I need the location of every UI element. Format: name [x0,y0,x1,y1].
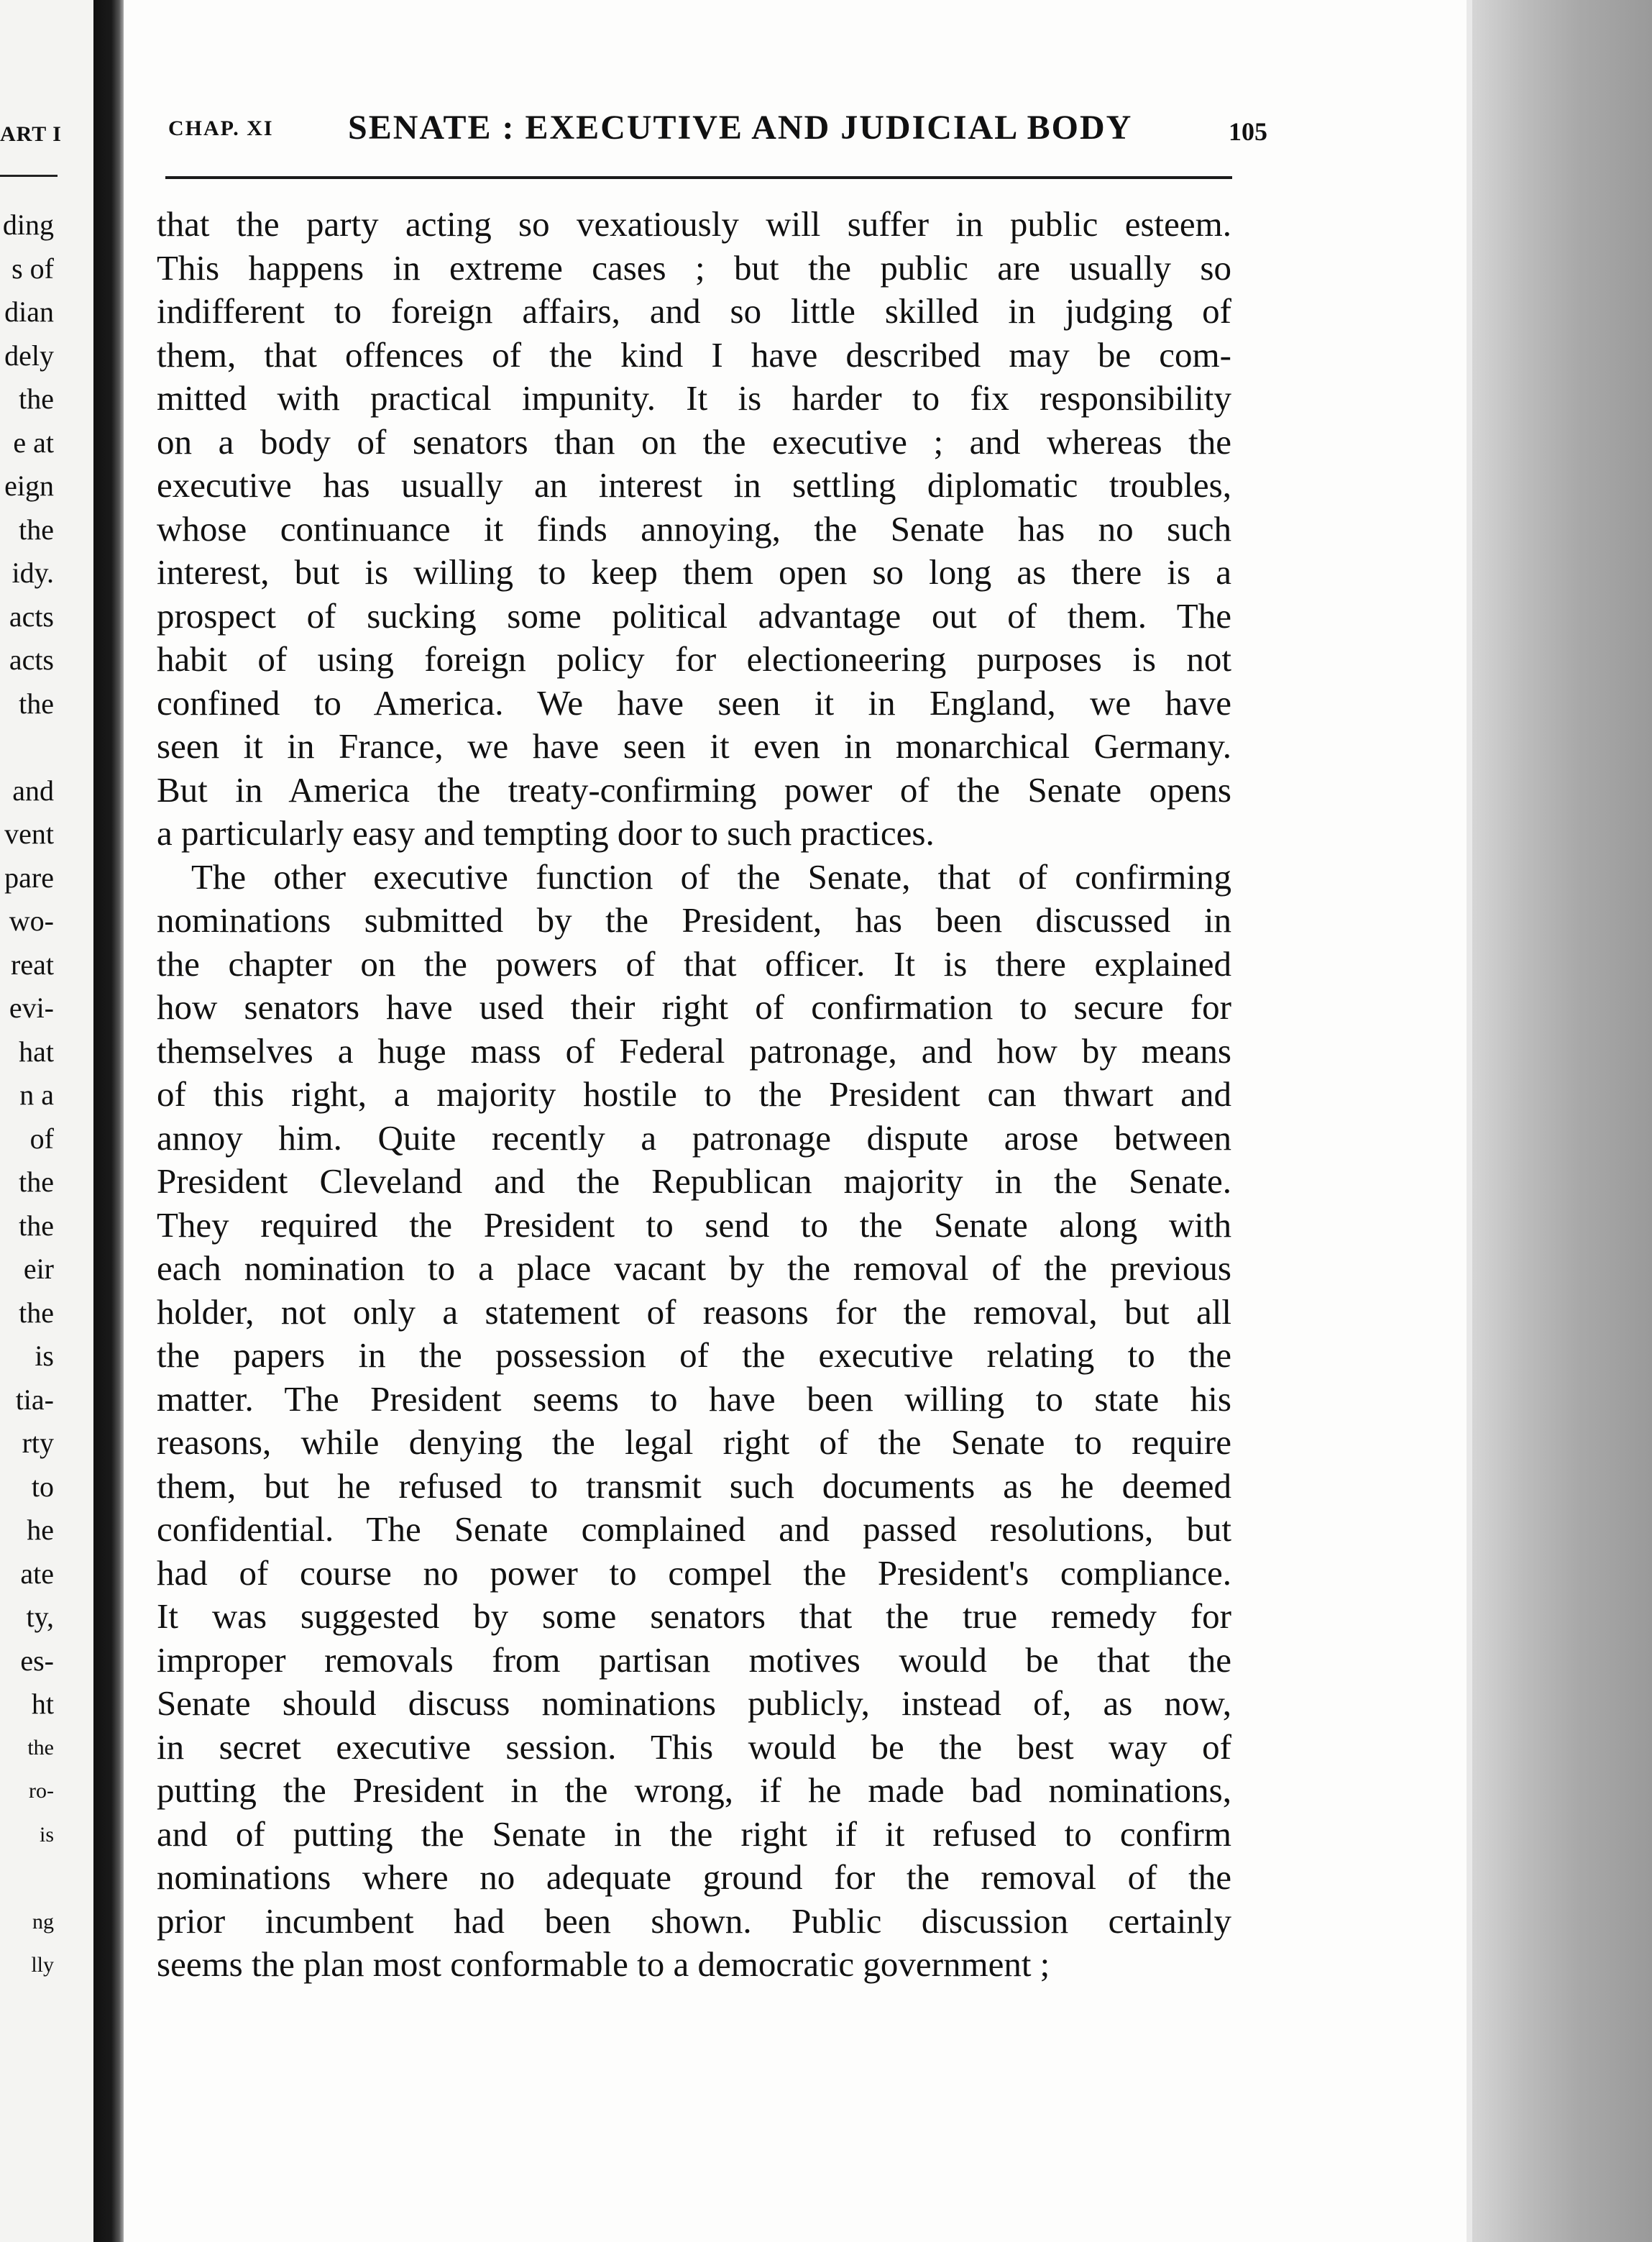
text-line: improper removals from partisan motives would be that the [157,1639,1231,1680]
previous-page-line: evi- [9,992,54,1024]
previous-page-line: vent [4,818,54,850]
text-line: nominations where no adequate ground for the removal of the [157,1857,1231,1897]
text-line: nominations submitted by the President, has been discussed in [157,900,1231,940]
page-number: 105 [1229,117,1267,146]
book-page [124,0,1467,2242]
text-line: confidential. The Senate complained and passed resolutions, but [157,1509,1231,1549]
previous-page-line: the [19,1166,54,1198]
text-line: habit of using foreign policy for electioneering purposes is not [157,639,1231,679]
body-text [157,203,1231,1987]
previous-page-line: s of [12,252,54,285]
header-rule [165,176,1232,179]
book-gutter [93,0,124,2242]
text-line: each nomination to a place vacant by the removal of the previous [157,1248,1231,1288]
previous-page-edge [0,0,93,2242]
text-line: had of course no power to compel the President's compliance. [157,1552,1231,1593]
previous-page-line: dely [4,339,54,372]
previous-page-line: ding [2,209,54,241]
previous-page-line [0,1857,54,1900]
previous-page-line: lly [31,1953,54,1977]
previous-page-line: idy. [12,557,54,589]
previous-page-line: the [19,383,54,415]
previous-page-line: the [19,1209,54,1242]
previous-page-line: eir [23,1253,54,1285]
text-line: how senators have used their right of confirmation to secure for [157,987,1231,1027]
text-line: This happens in extreme cases ; but the public are usually so [157,247,1231,288]
text-line: executive has usually an interest in settling diplomatic troubles, [157,465,1231,505]
previous-page-line: is [39,1822,54,1847]
text-line: that the party acting so vexatiously will suffer in public esteem. [157,204,1231,244]
text-line: putting the President in the wrong, if he made bad nominations, [157,1770,1231,1810]
previous-page-line: ate [20,1557,54,1590]
text-line: of this right, a majority hostile to the President can thwart and [157,1074,1231,1114]
text-line: prospect of sucking some political advantage out of them. The [157,595,1231,636]
previous-page-line: the [19,1296,54,1329]
previous-page-running-head: ART I [0,122,62,146]
text-line: President Cleveland and the Republican majority in the Senate. [157,1161,1231,1201]
previous-page-line: is [35,1340,54,1372]
text-line: the chapter on the powers of that officer. It is there explained [157,943,1231,984]
text-line: reasons, while denying the legal right of the Senate to require [157,1422,1231,1462]
text-line: the papers in the possession of the executive relating to the [157,1335,1231,1375]
previous-page-line: acts [9,600,54,633]
running-head [168,108,1267,151]
text-line: It was suggested by some senators that the true remedy for [157,1596,1231,1636]
previous-page-line: and [12,774,54,807]
previous-page-line: pare [4,861,54,894]
text-line: annoy him. Quite recently a patronage dispute arose between [157,1117,1231,1158]
page-stack-edge [1467,0,1652,2242]
page-title: SENATE : EXECUTIVE AND JUDICIAL BODY [348,109,1133,147]
text-line: themselves a huge mass of Federal patronage, and how by means [157,1030,1231,1071]
text-line: mitted with practical impunity. It is harder to fix responsibility [157,378,1231,418]
previous-page-line: acts [9,644,54,676]
text-line: them, but he refused to transmit such documents as he deemed [157,1465,1231,1506]
previous-page-line: to [31,1470,54,1503]
text-line: confined to America. We have seen it in England, we have [157,682,1231,723]
text-line: matter. The President seems to have been willing to state his [157,1378,1231,1419]
previous-page-line: the [19,687,54,720]
previous-page-line: rty [22,1427,54,1459]
previous-page-line: es- [20,1644,54,1677]
previous-page-line: ty, [26,1601,54,1633]
previous-page-line: reat [11,948,54,981]
text-line: in secret executive session. This would be the best way of [157,1726,1231,1767]
text-line: interest, but is willing to keep them open so long as there is a [157,552,1231,592]
text-line: seen it in France, we have seen it even in monarchical Germany. [157,726,1231,766]
text-line: Senate should discuss nominations publicly, instead of, as now, [157,1683,1231,1723]
previous-page-line [0,726,54,769]
text-line: whose continuance it finds annoying, the Senate has no such [157,508,1231,549]
text-line: seems the plan most conformable to a democratic government ; [157,1944,1050,1984]
text-line: They required the President to send to the Senate along with [157,1204,1231,1245]
previous-page-line: wo- [9,905,54,937]
previous-page-line: ng [32,1909,54,1934]
text-line: indifferent to foreign affairs, and so little skilled in judging of [157,291,1231,331]
previous-page-line: eign [4,470,54,502]
text-line: holder, not only a statement of reasons for the removal, but all [157,1291,1231,1332]
previous-page-text-fragments [0,203,54,1987]
text-line: The other executive function of the Senate, that of confirming [191,856,1231,897]
chapter-label: CHAP. XI [168,116,274,140]
text-line: a particularly easy and tempting door to such practices. [157,813,935,853]
previous-page-line: he [27,1514,54,1546]
previous-page-rule [0,175,58,177]
previous-page-line: e at [13,426,54,459]
previous-page-line: tia- [15,1383,54,1416]
previous-page-line: ro- [29,1779,54,1803]
previous-page-line: dian [4,296,54,328]
previous-page-line: ht [31,1688,54,1720]
text-line: and of putting the Senate in the right if it refused to confirm [157,1813,1231,1854]
previous-page-line: the [27,1735,54,1760]
previous-page-line: the [19,513,54,546]
text-line: them, that offences of the kind I have described may be com- [157,334,1231,375]
previous-page-line: n a [19,1079,54,1111]
page-edge-highlight [1467,0,1472,2242]
text-line: on a body of senators than on the executive ; and whereas the [157,421,1231,462]
previous-page-line: hat [19,1035,54,1068]
text-line: But in America the treaty-confirming power of the Senate opens [157,769,1231,810]
text-line: prior incumbent had been shown. Public discussion certainly [157,1900,1231,1941]
previous-page-line: of [29,1122,54,1155]
